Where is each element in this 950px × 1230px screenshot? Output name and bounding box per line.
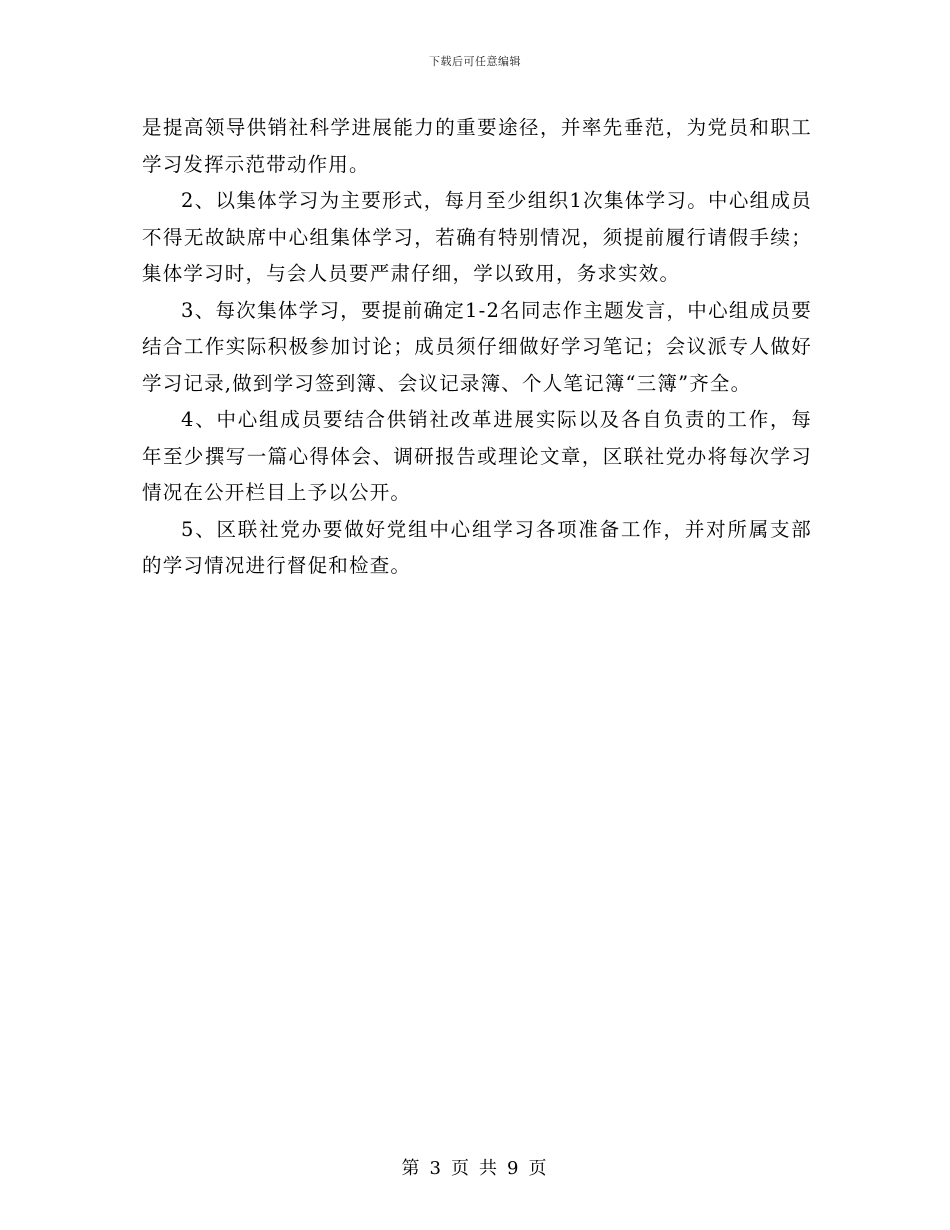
page-header: 下载后可任意编辑	[429, 55, 521, 68]
paragraph-item-5: 5、区联社党办要做好党组中心组学习各项准备工作，并对所属支部的学习情况进行督促和检查。	[142, 517, 812, 577]
paragraph-item-3: 3、每次集体学习，要提前确定1-2名同志作主题发言，中心组成员要结合工作实际积极参加讨论；成员须仔细做好学习笔记；会议派专人做好学习记录,做到学习签到簿、会议记录簿、个人笔记簿“三簿”齐全。	[142, 298, 812, 395]
paragraph-item-4: 4、中心组成员要结合供销社改革进展实际以及各自负责的工作，每年至少撰写一篇心得体会、调研报告或理论文章，区联社党办将每次学习情况在公开栏目上予以公开。	[142, 408, 812, 504]
footer-current-page: 3	[429, 1158, 443, 1179]
footer-total-label: 页	[528, 1158, 549, 1179]
footer-total-prefix: 共	[479, 1158, 499, 1179]
paragraph-continuation: 是提高领导供销社科学进展能力的重要途径，并率先垂范，为党员和职工学习发挥示范带动作用。	[142, 116, 812, 176]
paragraph-item-2: 2、以集体学习为主要形式，每月至少组织1次集体学习。中心组成员不得无故缺席中心组集体学习，若确有特别情况，须提前履行请假手续；集体学习时，与会人员要严肃仔细，学以致用，务求实效。	[142, 189, 812, 285]
footer-prefix: 第	[401, 1158, 422, 1179]
footer-total-pages: 9	[507, 1158, 521, 1179]
page-footer	[0, 1154, 950, 1180]
document-body	[142, 110, 812, 585]
footer-page-label: 页	[451, 1158, 471, 1179]
